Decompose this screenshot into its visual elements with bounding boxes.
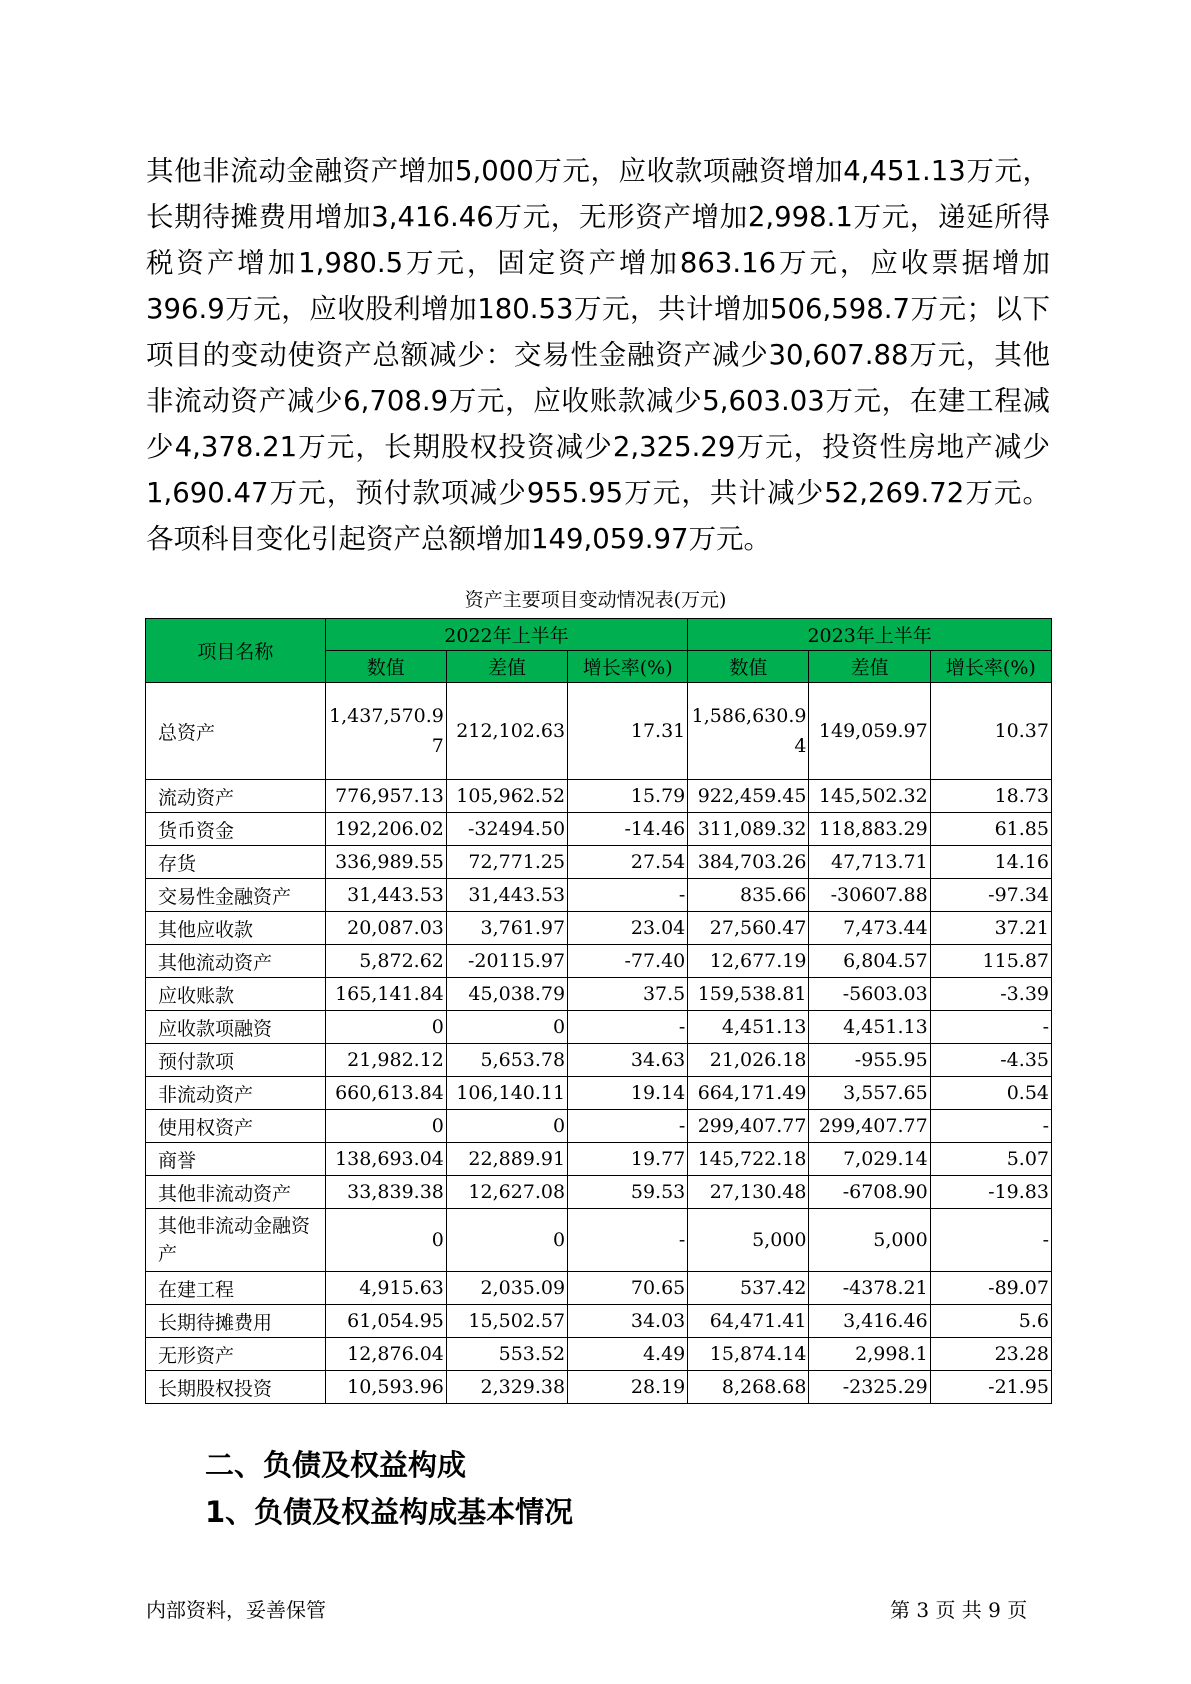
cell-d1: 106,140.11: [446, 1077, 567, 1110]
cell-r1: 23.04: [568, 912, 688, 945]
cell-r1: 59.53: [568, 1176, 688, 1209]
table-row: [146, 945, 1052, 978]
table-row: [146, 1371, 1052, 1404]
cell-r1: -: [568, 1209, 688, 1272]
cell-d1: 15,502.57: [446, 1305, 567, 1338]
header-item-name: 项目名称: [146, 619, 326, 683]
cell-d2: 5,000: [809, 1209, 930, 1272]
cell-v2: 311,089.32: [688, 813, 809, 846]
table-row: [146, 780, 1052, 813]
cell-d2: 299,407.77: [809, 1110, 930, 1143]
cell-v2: 159,538.81: [688, 978, 809, 1011]
cell-r1: 34.63: [568, 1044, 688, 1077]
page-number: 第 3 页 共 9 页: [890, 1598, 1028, 1622]
table-row: [146, 978, 1052, 1011]
table-row: [146, 1272, 1052, 1305]
cell-r1: -14.46: [568, 813, 688, 846]
cell-v1: 4,915.63: [325, 1272, 446, 1305]
table-row: [146, 1338, 1052, 1371]
header-diff: 差值: [446, 651, 567, 683]
row-label: 预付款项: [146, 1044, 326, 1077]
cell-d2: -5603.03: [809, 978, 930, 1011]
cell-r2: 0.54: [930, 1077, 1051, 1110]
cell-v1: 0: [325, 1209, 446, 1272]
table-caption: 资产主要项目变动情况表(万元): [464, 589, 727, 611]
row-label: 其他非流动金融资产: [146, 1209, 326, 1272]
cell-r2: 37.21: [930, 912, 1051, 945]
cell-r2: 10.37: [930, 683, 1051, 780]
row-label: 使用权资产: [146, 1110, 326, 1143]
cell-d2: 145,502.32: [809, 780, 930, 813]
cell-v1: 10,593.96: [325, 1371, 446, 1404]
row-label: 其他流动资产: [146, 945, 326, 978]
cell-r1: 37.5: [568, 978, 688, 1011]
row-label: 交易性金融资产: [146, 879, 326, 912]
cell-v1: 5,872.62: [325, 945, 446, 978]
table-row: [146, 1044, 1052, 1077]
cell-r1: -: [568, 1110, 688, 1143]
cell-d2: 3,557.65: [809, 1077, 930, 1110]
cell-v2: 64,471.41: [688, 1305, 809, 1338]
cell-r2: -97.34: [930, 879, 1051, 912]
cell-r1: 15.79: [568, 780, 688, 813]
cell-d1: 212,102.63: [446, 683, 567, 780]
cell-r2: -89.07: [930, 1272, 1051, 1305]
cell-r1: 17.31: [568, 683, 688, 780]
cell-r2: -: [930, 1110, 1051, 1143]
cell-v1: 138,693.04: [325, 1143, 446, 1176]
cell-v2: 27,130.48: [688, 1176, 809, 1209]
row-label: 其他应收款: [146, 912, 326, 945]
table-row: [146, 912, 1052, 945]
asset-change-table: [145, 618, 1052, 1404]
cell-d1: 0: [446, 1011, 567, 1044]
table-row: [146, 1305, 1052, 1338]
cell-v1: 0: [325, 1011, 446, 1044]
header-diff: 差值: [809, 651, 930, 683]
cell-d1: -20115.97: [446, 945, 567, 978]
cell-d2: -955.95: [809, 1044, 930, 1077]
cell-v2: 384,703.26: [688, 846, 809, 879]
row-label: 应收款项融资: [146, 1011, 326, 1044]
cell-r2: 5.6: [930, 1305, 1051, 1338]
cell-v2: 922,459.45: [688, 780, 809, 813]
cell-d1: 553.52: [446, 1338, 567, 1371]
cell-d1: 3,761.97: [446, 912, 567, 945]
cell-r1: -: [568, 1011, 688, 1044]
cell-r2: -21.95: [930, 1371, 1051, 1404]
footer-note: 内部资料，妥善保管: [146, 1598, 326, 1622]
header-period-2022: 2022年上半年: [325, 619, 688, 651]
cell-r2: 23.28: [930, 1338, 1051, 1371]
cell-v2: 21,026.18: [688, 1044, 809, 1077]
cell-v1: 31,443.53: [325, 879, 446, 912]
cell-r1: -77.40: [568, 945, 688, 978]
row-label: 其他非流动资产: [146, 1176, 326, 1209]
cell-r1: 28.19: [568, 1371, 688, 1404]
cell-d1: 0: [446, 1209, 567, 1272]
cell-d2: -30607.88: [809, 879, 930, 912]
subsection-heading: 1、负债及权益构成基本情况: [205, 1495, 574, 1529]
table-row: [146, 1176, 1052, 1209]
header-period-2023: 2023年上半年: [688, 619, 1052, 651]
cell-v1: 21,982.12: [325, 1044, 446, 1077]
cell-d2: 7,473.44: [809, 912, 930, 945]
section-heading: 二、负债及权益构成: [205, 1448, 467, 1482]
cell-v2: 4,451.13: [688, 1011, 809, 1044]
table-row: [146, 813, 1052, 846]
cell-d2: -4378.21: [809, 1272, 930, 1305]
table-row: [146, 1077, 1052, 1110]
cell-d2: 6,804.57: [809, 945, 930, 978]
row-label: 在建工程: [146, 1272, 326, 1305]
cell-v2: 1,586,630.94: [688, 683, 809, 780]
table-row: [146, 1011, 1052, 1044]
cell-r2: -: [930, 1011, 1051, 1044]
cell-v1: 12,876.04: [325, 1338, 446, 1371]
cell-r1: 4.49: [568, 1338, 688, 1371]
cell-v1: 192,206.02: [325, 813, 446, 846]
cell-d2: 118,883.29: [809, 813, 930, 846]
cell-v2: 145,722.18: [688, 1143, 809, 1176]
header-rate: 增长率(%): [568, 651, 688, 683]
cell-v1: 165,141.84: [325, 978, 446, 1011]
cell-r2: -: [930, 1209, 1051, 1272]
cell-v2: 8,268.68: [688, 1371, 809, 1404]
cell-r2: -4.35: [930, 1044, 1051, 1077]
row-label: 非流动资产: [146, 1077, 326, 1110]
table-row: [146, 846, 1052, 879]
table-row: [146, 1110, 1052, 1143]
cell-r1: 19.77: [568, 1143, 688, 1176]
cell-v1: 61,054.95: [325, 1305, 446, 1338]
table-row: [146, 879, 1052, 912]
cell-d1: 0: [446, 1110, 567, 1143]
cell-d1: 2,329.38: [446, 1371, 567, 1404]
cell-r2: -3.39: [930, 978, 1051, 1011]
cell-v1: 33,839.38: [325, 1176, 446, 1209]
row-label: 总资产: [146, 683, 326, 780]
cell-r2: -19.83: [930, 1176, 1051, 1209]
cell-d1: 105,962.52: [446, 780, 567, 813]
cell-d2: 7,029.14: [809, 1143, 930, 1176]
cell-v2: 12,677.19: [688, 945, 809, 978]
cell-v1: 336,989.55: [325, 846, 446, 879]
cell-r2: 115.87: [930, 945, 1051, 978]
cell-r1: 19.14: [568, 1077, 688, 1110]
row-label: 长期待摊费用: [146, 1305, 326, 1338]
cell-d2: 4,451.13: [809, 1011, 930, 1044]
table-row: [146, 683, 1052, 780]
cell-d2: 2,998.1: [809, 1338, 930, 1371]
cell-r1: 70.65: [568, 1272, 688, 1305]
cell-d2: 149,059.97: [809, 683, 930, 780]
cell-r2: 61.85: [930, 813, 1051, 846]
cell-v2: 537.42: [688, 1272, 809, 1305]
cell-v1: 20,087.03: [325, 912, 446, 945]
header-value: 数值: [325, 651, 446, 683]
table-row: [146, 1209, 1052, 1272]
table-row: [146, 1143, 1052, 1176]
cell-v2: 5,000: [688, 1209, 809, 1272]
cell-d1: 5,653.78: [446, 1044, 567, 1077]
cell-r2: 5.07: [930, 1143, 1051, 1176]
cell-v1: 660,613.84: [325, 1077, 446, 1110]
cell-d1: 72,771.25: [446, 846, 567, 879]
cell-v2: 15,874.14: [688, 1338, 809, 1371]
cell-r2: 14.16: [930, 846, 1051, 879]
cell-v1: 0: [325, 1110, 446, 1143]
cell-d1: 22,889.91: [446, 1143, 567, 1176]
cell-v1: 776,957.13: [325, 780, 446, 813]
row-label: 商誉: [146, 1143, 326, 1176]
row-label: 货币资金: [146, 813, 326, 846]
cell-v2: 27,560.47: [688, 912, 809, 945]
cell-r2: 18.73: [930, 780, 1051, 813]
cell-d2: 47,713.71: [809, 846, 930, 879]
cell-d1: 2,035.09: [446, 1272, 567, 1305]
cell-v2: 664,171.49: [688, 1077, 809, 1110]
row-label: 应收账款: [146, 978, 326, 1011]
cell-v2: 299,407.77: [688, 1110, 809, 1143]
cell-d2: 3,416.46: [809, 1305, 930, 1338]
cell-v2: 835.66: [688, 879, 809, 912]
header-rate: 增长率(%): [930, 651, 1051, 683]
cell-d1: 12,627.08: [446, 1176, 567, 1209]
cell-d2: -6708.90: [809, 1176, 930, 1209]
cell-d2: -2325.29: [809, 1371, 930, 1404]
cell-v1: 1,437,570.97: [325, 683, 446, 780]
row-label: 无形资产: [146, 1338, 326, 1371]
cell-r1: 34.03: [568, 1305, 688, 1338]
body-paragraph: 其他非流动金融资产增加5,000万元，应收款项融资增加4,451.13万元，长期待摊费用增加3,416.46万元，无形资产增加2,998.1万元，递延所得税资产增加1,980.5万元，固定资产增加863.16万元，应收票据增加396.9万元，应收股利增加180.53万元，共计增加506,598.7万元；以下项目的变动使资产总额减少：交易性金融资产减少30,607.88万元，其他非流动资产减少6,708.9万元，应收账款减少5,603.03万元，在建工程减少4,378.21万元，长期股权投资减少2,325.29万元，投资性房地产减少1,690.47万元，预付款项减少955.95万元，共计减少52,269.72万元。各项科目变化引起资产总额增加149,059.97万元。: [146, 155, 1050, 555]
row-label: 存货: [146, 846, 326, 879]
row-label: 流动资产: [146, 780, 326, 813]
cell-r1: -: [568, 879, 688, 912]
cell-d1: 31,443.53: [446, 879, 567, 912]
row-label: 长期股权投资: [146, 1371, 326, 1404]
cell-d1: -32494.50: [446, 813, 567, 846]
header-value: 数值: [688, 651, 809, 683]
cell-r1: 27.54: [568, 846, 688, 879]
cell-d1: 45,038.79: [446, 978, 567, 1011]
